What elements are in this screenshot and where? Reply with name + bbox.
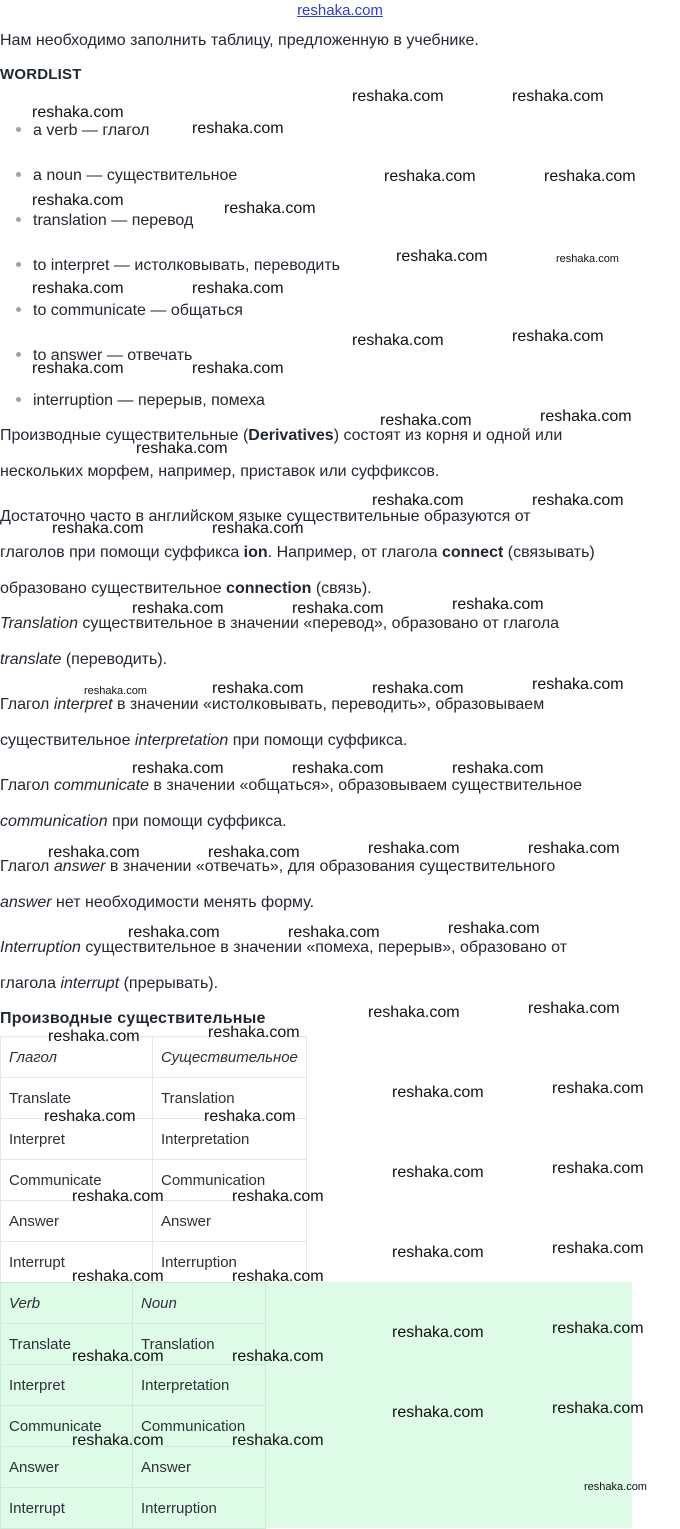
watermark: reshaka.com (552, 1080, 644, 1097)
bullet-dot-icon (16, 397, 21, 402)
table-row (1, 1447, 266, 1488)
table-cell: Communication (153, 1160, 307, 1201)
watermark: reshaka.com (52, 520, 144, 537)
bullet-dot-icon (16, 352, 21, 357)
paragraph-answer-line2: answer нет необходимости менять форму. (0, 894, 315, 911)
table-cell: Communication (133, 1406, 266, 1447)
watermark: reshaka.com (368, 1004, 460, 1021)
watermark: reshaka.com (532, 492, 624, 509)
watermark: reshaka.com (552, 1320, 644, 1337)
watermark: reshaka.com (84, 685, 147, 697)
watermark: reshaka.com (540, 408, 632, 425)
watermark: reshaka.com (192, 120, 284, 137)
table-cell: Interpret (1, 1119, 153, 1160)
watermark: reshaka.com (552, 1240, 644, 1257)
table-cell: Translate (1, 1324, 133, 1365)
watermark: reshaka.com (204, 1108, 296, 1125)
watermark: reshaka.com (392, 1164, 484, 1181)
watermark: reshaka.com (292, 600, 384, 617)
watermark: reshaka.com (532, 676, 624, 693)
paragraph-derivatives: Производные существительные (Derivatives) состоят из корня и одной или (0, 427, 563, 444)
watermark: reshaka.com (136, 440, 228, 457)
table-header-cell: Существительное (153, 1037, 307, 1078)
paragraph-suffix-line2: глаголов при помощи суффикса ion. Например, от глагола connect (связывать) (0, 544, 595, 561)
bullet-dot-icon (16, 127, 21, 132)
table-cell: Translate (1, 1078, 153, 1119)
table-cell: Interpretation (153, 1119, 307, 1160)
derivatives-table-en (0, 1282, 266, 1529)
wordlist-item: to interpret — истолковывать, переводить (16, 256, 340, 276)
table-header-row (1, 1037, 307, 1078)
paragraph-suffix-line3: образовано существительное connection (связь). (0, 580, 372, 597)
intro-text: Нам необходимо заполнить таблицу, предложенную в учебнике. (0, 32, 479, 49)
paragraph-interruption: Interruption существительное в значении «помеха, перерыв», образовано от (0, 939, 568, 956)
watermark: reshaka.com (212, 680, 304, 697)
table-cell: Interrupt (1, 1242, 153, 1283)
watermark: reshaka.com (452, 760, 544, 777)
watermark: reshaka.com (512, 88, 604, 105)
bullet-dot-icon (16, 217, 21, 222)
watermark: reshaka.com (352, 332, 444, 349)
wordlist-item: a verb — глагол (16, 121, 149, 141)
table-header-cell: Глагол (1, 1037, 153, 1078)
watermark: reshaka.com (32, 104, 124, 121)
watermark: reshaka.com (392, 1404, 484, 1421)
watermark: reshaka.com (212, 520, 304, 537)
watermark: reshaka.com (544, 168, 636, 185)
watermark: reshaka.com (288, 924, 380, 941)
paragraph-translation: Translation существительное в значении «перевод», образовано от глагола (0, 615, 560, 632)
paragraph-derivatives-line2: нескольких морфем, например, приставок или суффиксов. (0, 463, 440, 480)
table-cell: Translation (153, 1078, 307, 1119)
wordlist-item: a noun — существительное (16, 166, 237, 186)
table-header-row (1, 1283, 266, 1324)
watermark: reshaka.com (392, 1084, 484, 1101)
paragraph-interpret-line2: существительное interpretation при помощи суффикса. (0, 732, 408, 749)
table-cell: Interpret (1, 1365, 133, 1406)
watermark: reshaka.com (552, 1160, 644, 1177)
watermark: reshaka.com (232, 1188, 324, 1205)
table-row (1, 1365, 266, 1406)
paragraph-suffix: Достаточно часто в английском языке существительные образуются от (0, 508, 531, 525)
watermark: reshaka.com (392, 1244, 484, 1261)
table-cell: Interruption (133, 1488, 266, 1529)
watermark: reshaka.com (380, 412, 472, 429)
table-row (1, 1201, 307, 1242)
table-cell: Communicate (1, 1406, 133, 1447)
table-row (1, 1488, 266, 1529)
watermark: reshaka.com (32, 360, 124, 377)
watermark: reshaka.com (528, 840, 620, 857)
watermark: reshaka.com (384, 168, 476, 185)
watermark: reshaka.com (48, 844, 140, 861)
watermark: reshaka.com (372, 492, 464, 509)
table-title: Производные существительные (0, 1010, 266, 1027)
wordlist-item: to answer — отвечать (16, 346, 192, 366)
watermark: reshaka.com (552, 1400, 644, 1417)
table-cell: Interruption (153, 1242, 307, 1283)
table-cell: Interrupt (1, 1488, 133, 1529)
watermark: reshaka.com (452, 596, 544, 613)
watermark: reshaka.com (44, 1108, 136, 1125)
table-cell: Answer (1, 1201, 153, 1242)
watermark: reshaka.com (72, 1432, 164, 1449)
watermark: reshaka.com (584, 1481, 647, 1493)
table-cell: Answer (133, 1447, 266, 1488)
watermark: reshaka.com (72, 1348, 164, 1365)
paragraph-communicate: Глагол communicate в значении «общаться», образовываем существительное (0, 777, 583, 794)
watermark: reshaka.com (128, 924, 220, 941)
watermark: reshaka.com (392, 1324, 484, 1341)
table-cell: Communicate (1, 1160, 153, 1201)
table-header-cell: Noun (133, 1283, 266, 1324)
watermark: reshaka.com (72, 1268, 164, 1285)
bullet-dot-icon (16, 307, 21, 312)
wordlist-item: to communicate — общаться (16, 301, 243, 321)
bullet-dot-icon (16, 172, 21, 177)
table-cell: Translation (133, 1324, 266, 1365)
watermark: reshaka.com (396, 248, 488, 265)
watermark: reshaka.com (208, 844, 300, 861)
paragraph-communicate-line2: communication при помощи суффикса. (0, 813, 287, 830)
wordlist-item: translation — перевод (16, 211, 193, 231)
bullet-dot-icon (16, 262, 21, 267)
watermark: reshaka.com (232, 1268, 324, 1285)
watermark: reshaka.com (232, 1348, 324, 1365)
watermark: reshaka.com (512, 328, 604, 345)
watermark: reshaka.com (292, 760, 384, 777)
watermark: reshaka.com (556, 253, 619, 265)
watermark: reshaka.com (368, 840, 460, 857)
paragraph-interpret: Глагол interpret в значении «истолковывать, переводить», образовываем (0, 696, 545, 713)
watermark: reshaka.com (224, 200, 316, 217)
table-cell: Interpretation (133, 1365, 266, 1406)
table-cell: Answer (1, 1447, 133, 1488)
watermark: reshaka.com (192, 360, 284, 377)
watermark: reshaka.com (208, 1024, 300, 1041)
paragraph-translation-line2: translate (переводить). (0, 651, 168, 668)
watermark: reshaka.com (232, 1432, 324, 1449)
watermark: reshaka.com (132, 760, 224, 777)
wordlist-item: interruption — перерыв, помеха (16, 391, 265, 411)
watermark: reshaka.com (448, 920, 540, 937)
watermark: reshaka.com (48, 1028, 140, 1045)
watermark: reshaka.com (192, 280, 284, 297)
watermark: reshaka.com (352, 88, 444, 105)
paragraph-answer: Глагол answer в значении «отвечать», для образования существительного (0, 858, 556, 875)
derivatives-table-ru (0, 1036, 307, 1283)
watermark: reshaka.com (32, 280, 124, 297)
wordlist-heading: WORDLIST (0, 66, 82, 83)
table-header-cell: Verb (1, 1283, 133, 1324)
watermark: reshaka.com (32, 192, 124, 209)
table-cell: Answer (153, 1201, 307, 1242)
site-link[interactable]: reshaka.com (297, 2, 383, 19)
paragraph-interruption-line2: глагола interrupt (прерывать). (0, 975, 219, 992)
watermark: reshaka.com (372, 680, 464, 697)
watermark: reshaka.com (528, 1000, 620, 1017)
watermark: reshaka.com (72, 1188, 164, 1205)
watermark: reshaka.com (132, 600, 224, 617)
